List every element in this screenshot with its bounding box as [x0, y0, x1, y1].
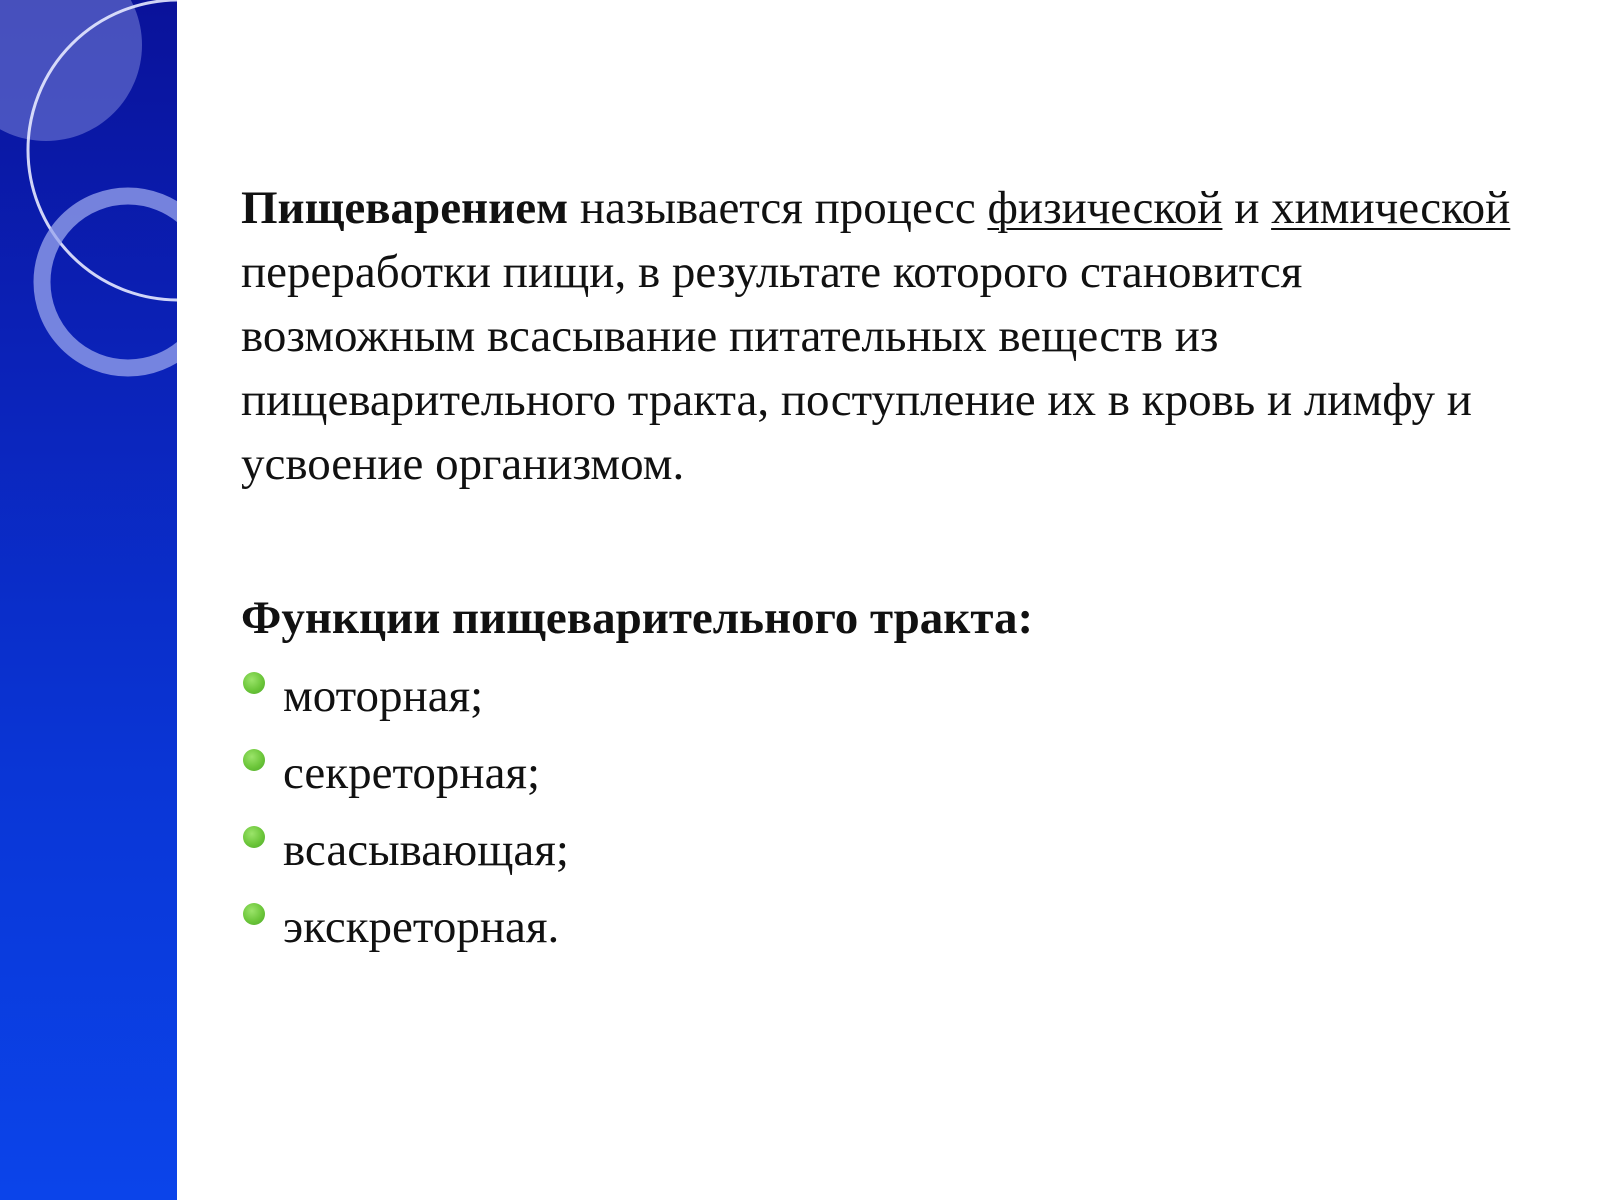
definition-paragraph: [241, 176, 1541, 496]
decorative-filled-circle: [0, 0, 142, 141]
list-item-text: моторная;: [283, 670, 484, 722]
bullet-icon: [243, 749, 265, 771]
functions-list: [241, 664, 1541, 959]
decorative-circles-graphic: [0, 0, 177, 1200]
list-item: [241, 895, 1541, 959]
list-item-text: всасывающая;: [283, 824, 569, 876]
list-item: [241, 664, 1541, 728]
underlined-word-physical: физической: [987, 182, 1223, 234]
bullet-icon: [243, 903, 265, 925]
definition-text-part: и: [1222, 182, 1272, 234]
underlined-word-chemical: химической: [1271, 182, 1511, 234]
definition-term: Пищеварением: [241, 182, 569, 234]
bullet-icon: [243, 826, 265, 848]
list-item-text: экскреторная.: [283, 901, 560, 953]
slide-content: [241, 176, 1541, 972]
decorative-side-band: [0, 0, 177, 1200]
definition-text-part: переработки пищи, в результате которого становится возможным всасывание питательных веществ из пищеварительного тракта, поступление их в кровь и лимфу и усвоение организмом.: [241, 246, 1472, 490]
functions-heading: Функции пищеварительного тракта:: [241, 592, 1034, 644]
definition-text-part: называется процесс: [568, 182, 988, 234]
list-item-text: секреторная;: [283, 747, 541, 799]
list-item: [241, 741, 1541, 805]
bullet-icon: [243, 672, 265, 694]
list-item: [241, 818, 1541, 882]
